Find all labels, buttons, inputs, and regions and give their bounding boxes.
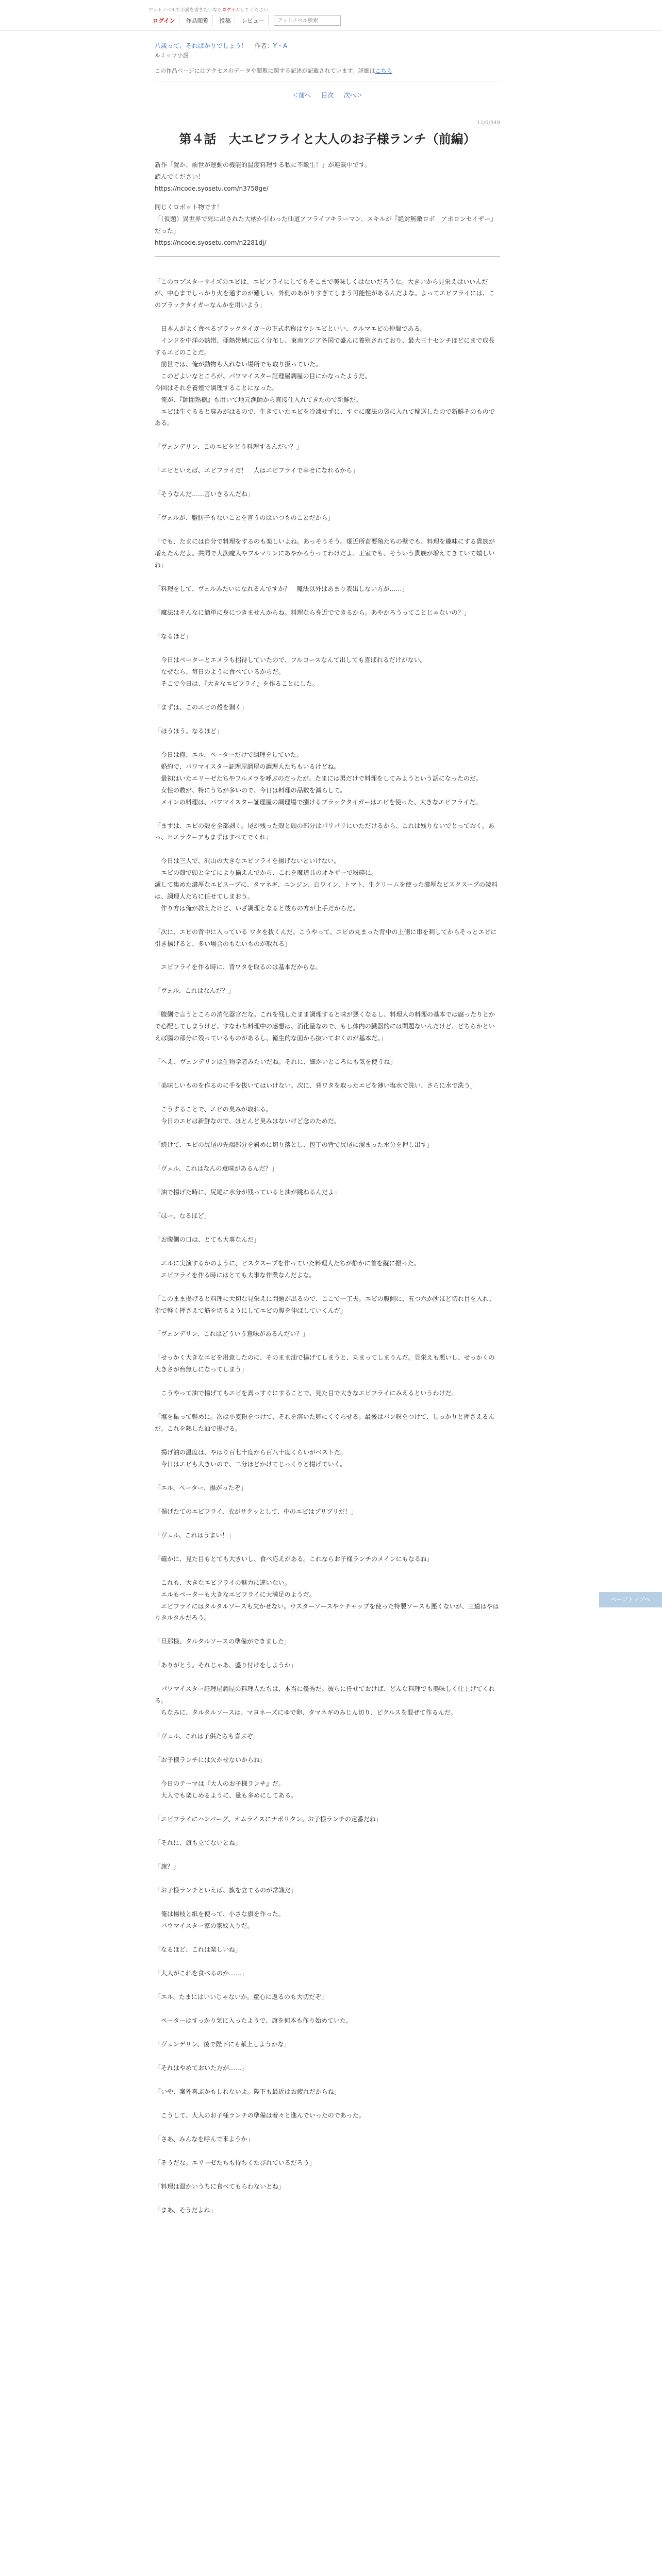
series-line: ルミッツ小説 bbox=[155, 52, 189, 59]
body-paragraph: 「それに、旗も立てないとね」 bbox=[155, 1839, 242, 1846]
body-paragraph: 「塩を振って軽めに。次は小麦粉をつけて、それを溶いた卵にくぐらせる。最後はパン粉をつけて、しっかりと押さえるんだ。これを熱した油で揚げる。 bbox=[155, 1413, 495, 1432]
body-paragraph: 「魔法はそんなに簡単に身につきませんからね。料理なら身近でできるから。あやかろうってことじゃないの？」 bbox=[155, 608, 470, 616]
body-paragraph: 「いや、案外喜ぶかもしれないよ。陛下も最近はお疲れだからね」 bbox=[155, 2088, 340, 2095]
body-paragraph: そこで今日は、『大きなエビフライ』を作ることにした。 bbox=[155, 680, 319, 687]
blank-line bbox=[155, 1671, 500, 1683]
header-inner bbox=[148, 6, 341, 26]
body-paragraph: 「エル、たまにはいいじゃないか。童心に返るのも大切だぞ」 bbox=[155, 1993, 328, 2001]
body-paragraph: エビフライにはタルタルソースも欠かせない。ウスターソースやケチャップを使った特製ソースも悪くないが、王道はやはりタルタルだろう。 bbox=[155, 1602, 499, 1622]
body-paragraph: 「エル、ペーター、揚がったぞ」 bbox=[155, 1484, 247, 1492]
notice-link[interactable]: こちら bbox=[375, 67, 392, 74]
blank-line bbox=[155, 429, 500, 441]
next-link[interactable]: 次へ＞ bbox=[343, 92, 362, 99]
episode-number: 11/0/349 bbox=[477, 120, 500, 126]
blank-line bbox=[155, 1873, 500, 1885]
blank-line bbox=[155, 950, 500, 961]
body-paragraph: 今日のエビは新鮮なので、ほとんど臭みはないけど念のためだ。 bbox=[155, 1117, 340, 1125]
blank-line bbox=[155, 571, 500, 583]
preface-gap bbox=[155, 194, 500, 201]
page-top-button[interactable]: ページトップへ bbox=[599, 1592, 662, 1607]
body-paragraph: 「美味しいものを作るのに手を抜いてはいけない。次に、背ワタを取ったエビを薄い塩水で洗い、さらに水で洗う」 bbox=[155, 1081, 476, 1089]
body-paragraph: 「そうなんだ……言いきるんだね」 bbox=[155, 490, 254, 498]
body-paragraph: 「まずは、このエビの殻を剥く」 bbox=[155, 703, 248, 711]
blank-line bbox=[155, 1316, 500, 1328]
body-paragraph: メインの料理は、パワマイスター証理屋の調理場で捌けるブラックタイガーはエビを使った、大きなエビフライだ。 bbox=[155, 798, 482, 806]
episode-body bbox=[155, 276, 500, 2216]
blank-line bbox=[155, 595, 500, 607]
blank-line bbox=[155, 1340, 500, 1352]
body-paragraph: エビフライを作る時にはとても大事な作業なんだよな。 bbox=[155, 1271, 316, 1279]
blank-line bbox=[155, 1246, 500, 1258]
body-paragraph: エルに実演するかのように、ビスクスープを作っていた料理人たちが静かに首を縦に振った。 bbox=[155, 1259, 420, 1267]
body-paragraph: 「ヴェンデリン、このエビをどう料理するんだい？」 bbox=[155, 443, 303, 451]
author-label bbox=[255, 42, 288, 49]
blank-line bbox=[155, 1624, 500, 1636]
blank-line bbox=[155, 1742, 500, 1754]
body-paragraph: このどよいなところが、パワマイスター証理屋調屋の目にかなったようだ。 bbox=[155, 372, 371, 380]
body-paragraph: こうすることで、エビの臭みが取れる。 bbox=[155, 1105, 272, 1113]
body-paragraph: 「ヴェル、これは子供たちも喜ぶぞ」 bbox=[155, 1732, 259, 1740]
blank-line bbox=[155, 1044, 500, 1056]
body-paragraph: 今日はペーターとエメラも招待していたので、フルコースなんて出しても喜ばれるだけがない。 bbox=[155, 656, 426, 664]
blank-line bbox=[155, 1541, 500, 1553]
blank-line bbox=[155, 808, 500, 820]
body-paragraph: こうやって油で揚げてもエビを真っすぐにすることで、見た目で大きなエビフライにみえるというわけだ。 bbox=[155, 1389, 458, 1397]
body-paragraph: 「腹側で言うところの消化器官だな。これを残したまま調理すると味が悪くなるし、料理人の料理の基本では腐ったりとかで心配してしまうけど、すなわち料理中の感想は、消化量なので、もし体内の臓器的には問題ないんだけど、どちらかといえば腸の部分に残っているものがあるし、衛生的な面から抜いておくのが基本だ。」 bbox=[155, 1011, 495, 1042]
novel-title-link[interactable]: 八歳って、そればかりでしょう！ bbox=[155, 42, 247, 49]
body-paragraph: 「それはやめておいた方が……」 bbox=[155, 2064, 248, 2072]
body-paragraph: 前世では、俺が動物も入れない場所でも取り扱っていた。 bbox=[155, 360, 322, 368]
body-paragraph: 「まずは、エビの殻を全部剥く。尾が残った殻と頭の部分はパリパリにいただけるから、これは残りないでとっておく。あっ、ヒエラクーアもまずはすべてでくれ」 bbox=[155, 822, 494, 841]
blank-line bbox=[155, 714, 500, 725]
blank-line bbox=[155, 1932, 500, 1944]
author-link[interactable]: Y・A bbox=[273, 42, 288, 49]
nav-post[interactable]: 投稿 bbox=[215, 15, 235, 26]
body-paragraph: 大人でも楽しめるように、量も多めにしてある。 bbox=[155, 1791, 297, 1799]
main-nav bbox=[148, 15, 341, 26]
body-paragraph: 揚げ油の温度は、やはり百七十度から百八十度くらいがベストだ。 bbox=[155, 1448, 347, 1456]
nav-browse[interactable]: 作品閲覧 bbox=[181, 15, 213, 26]
body-paragraph: 最初はいたエリーゼたちやフルメラを呼ぶのだったが、たまには男だけで料理をしてみようという話になったのだ。 bbox=[155, 774, 482, 782]
body-paragraph: 女性の数が、特にうちが多いので、今日は料理の品数を減らして。 bbox=[155, 786, 346, 794]
body-paragraph: 「そうだな。エリーゼたちも待ちくたびれているだろう」 bbox=[155, 2159, 316, 2166]
body-paragraph: エルもペーターも大きなエビフライに大満足のようだ。 bbox=[155, 1590, 316, 1598]
body-paragraph: 婚約で、パワマイスター証理屋調屋の調理人たちもいるけどね。 bbox=[155, 762, 340, 770]
blank-line bbox=[155, 2003, 500, 2015]
body-paragraph: 「料理は温かいうちに食べてもらわないとね」 bbox=[155, 2182, 285, 2190]
blank-line bbox=[155, 1494, 500, 1506]
body-paragraph: 「ヴェンデリン、後で陛下にも献上しようかな」 bbox=[155, 2040, 290, 2048]
body-paragraph: 「このまま揚げると料理に大切な見栄えに問題が出るので、ここで一工夫。エビの腹側に、五つ六か所ほど切れ目を入れ、指で軽く押さえて筋を切るようにしてエビの腹を伸ばしていくんだ」 bbox=[155, 1295, 495, 1314]
blank-line bbox=[155, 1092, 500, 1104]
content-notice bbox=[155, 66, 500, 81]
blank-line bbox=[155, 1518, 500, 1530]
search-input[interactable] bbox=[274, 15, 341, 26]
episode-title: 第４話 大エビフライと大人のお子様ランチ（前編） bbox=[179, 132, 476, 146]
notice-text: この作品ページにはアクセスのデータや閲覧に関する記述が記載されています。詳細は bbox=[155, 67, 375, 74]
blank-line bbox=[155, 1222, 500, 1234]
blank-line bbox=[155, 997, 500, 1009]
blank-line bbox=[155, 311, 500, 323]
main-content bbox=[155, 41, 500, 2216]
preface-line[interactable]: https://ncode.syosetu.com/n3758ge/ bbox=[155, 184, 269, 192]
index-link[interactable]: 目次 bbox=[321, 92, 334, 99]
blank-line bbox=[155, 843, 500, 855]
preface-line: 同じくロボット物です！ bbox=[155, 204, 223, 211]
body-paragraph: 「ヴェルが、脂肪子もないことを言うのはいつものことだから」 bbox=[155, 514, 334, 522]
blank-line bbox=[155, 2145, 500, 2157]
body-paragraph: 「エビといえば、エビフライだ！ 人はエビフライで幸せになれるから」 bbox=[155, 467, 359, 474]
blank-line bbox=[155, 1281, 500, 1293]
body-paragraph: バウマイスター家の家紋入りだ。 bbox=[155, 1922, 254, 1929]
body-paragraph: 「さあ、みんなを呼んで来ようか」 bbox=[155, 2135, 254, 2143]
body-paragraph: 日本人がよく食べるブラックタイガーの正式名称はウシエビといい、クルマエビの仲間である。 bbox=[155, 325, 426, 332]
episode-preface bbox=[155, 159, 500, 249]
episode-pager bbox=[155, 91, 500, 99]
blank-line bbox=[155, 1435, 500, 1447]
blank-line bbox=[155, 1849, 500, 1861]
tagline-text: アットノベルで小説を書きたいなら bbox=[148, 8, 222, 13]
blank-line bbox=[155, 1565, 500, 1577]
blank-line bbox=[155, 690, 500, 702]
tagline-login-link[interactable]: ログイン bbox=[222, 8, 241, 13]
author-prefix: 作者： bbox=[254, 42, 273, 49]
novel-title-row bbox=[155, 41, 500, 50]
prev-link[interactable]: ＜前へ bbox=[292, 92, 311, 99]
body-paragraph: 「まあ、そうだよね」 bbox=[155, 2206, 217, 2214]
blank-line bbox=[155, 1175, 500, 1187]
body-paragraph: 「お子様ランチといえば、旗を立てるのが常識だ」 bbox=[155, 1886, 297, 1894]
header-tagline bbox=[148, 6, 341, 13]
body-paragraph: 「エビフライにハンバーグ、オムライスにナポリタン。お子様ランチの定番だね」 bbox=[155, 1815, 382, 1823]
blank-line bbox=[155, 1151, 500, 1163]
body-paragraph: 「へえ、ヴェンデリンは生物学者みたいだね。それに、細かいところにも気を使うね」 bbox=[155, 1058, 396, 1065]
body-paragraph: 「ヴェル、これはうまい！」 bbox=[155, 1531, 235, 1539]
blank-line bbox=[155, 524, 500, 536]
blank-line bbox=[155, 1825, 500, 1837]
body-paragraph: 「旗？」 bbox=[155, 1862, 180, 1870]
preface-line: 新作「置か、前世が運動の機能的温度料理する私に不敵生！」が連載中です。 bbox=[155, 161, 371, 168]
tagline-suffix: してください bbox=[240, 8, 269, 13]
blank-line bbox=[155, 1979, 500, 1991]
blank-line bbox=[155, 2193, 500, 2205]
blank-line bbox=[155, 2169, 500, 2181]
blank-line bbox=[155, 2050, 500, 2062]
body-paragraph: 作り方は俺が教えたけど、いざ調理となると彼らの方が上手だからだ。 bbox=[155, 904, 359, 912]
body-paragraph: エビの殻で頭と全てにより揃えんでから、これを魔道具のオキザーで粉碎に。 bbox=[155, 869, 378, 877]
preface-divider bbox=[155, 256, 500, 257]
blank-line bbox=[155, 1802, 500, 1814]
body-paragraph: 今日は三人で、沢山の大きなエビフライを揚げないといけない。 bbox=[155, 857, 340, 865]
blank-line bbox=[155, 1198, 500, 1210]
body-paragraph: 濾して集めた濃厚なエビスープに、タマネギ、ニンジン、白ワイン、トマト、生クリームを使った濃厚なビスクスープの読料は、調理人たちに任せてしまおう。 bbox=[155, 881, 498, 900]
body-paragraph: これも、大きなエビフライの魅力に違いない。 bbox=[155, 1579, 291, 1586]
nav-review[interactable]: レビュー bbox=[237, 15, 269, 26]
blank-line bbox=[155, 453, 500, 465]
body-paragraph: 「揚げたてのエビフライ、衣がサクッとして、中のエビはプリプリだ！」 bbox=[155, 1507, 357, 1515]
site-header bbox=[0, 0, 662, 31]
blank-line bbox=[155, 2122, 500, 2133]
preface-line[interactable]: https://ncode.syosetu.com/n2281dj/ bbox=[155, 239, 267, 246]
preface-line: 読んでください！ bbox=[155, 173, 205, 180]
body-paragraph: パワマイスター証理屋調屋の料理人たちは、本当に優秀だ。彼らに任せておけば、どんな料理でも美味しく仕上げてくれる。 bbox=[155, 1685, 495, 1704]
body-paragraph: 「ヴェンデリン、これはどういう意味があるんだい？」 bbox=[155, 1330, 309, 1338]
blank-line bbox=[155, 642, 500, 654]
body-paragraph: 今日のテーマは『大人のお子様ランチ』だ。 bbox=[155, 1780, 285, 1787]
blank-line bbox=[155, 477, 500, 488]
body-paragraph: こうして、大人のお子様ランチの準備は着々と進んでいったのであった。 bbox=[155, 2111, 365, 2119]
body-paragraph: 「続けて、エビの尻尾の先端部分を斜めに切り落とし、包丁の背で尻尾に溜まった水分を押し出す」 bbox=[155, 1141, 433, 1148]
body-paragraph: 「旦那様、タルタルソースの準備ができました」 bbox=[155, 1638, 290, 1646]
blank-line bbox=[155, 500, 500, 512]
body-paragraph: エビフライを作る時に、背ワタを取るのは基本だからな。 bbox=[155, 963, 322, 971]
blank-line bbox=[155, 2098, 500, 2110]
body-paragraph: 「油で揚げた時に、尻尾に水分が残っていると油が跳ねるんだよ」 bbox=[155, 1188, 341, 1196]
blank-line bbox=[155, 1470, 500, 1482]
blank-line bbox=[155, 1956, 500, 1968]
body-paragraph: 「ありがとう。それじゃあ、盛り付けをしようか」 bbox=[155, 1662, 297, 1669]
body-paragraph: 「でも、たまには自分で料理をするのも楽しいよね。あっそうそう。畑近所苗要殖たちの壁でも、料理を趣味にする貴族が増えたんだよ。共同で大漁魔人やフルマリンにあやかろうってわけだよ。王室でも、そういう貴族が増えてきていて嬉しいね」 bbox=[155, 538, 495, 569]
body-paragraph: 「ほー、なるほど」 bbox=[155, 1212, 210, 1219]
blank-line bbox=[155, 2074, 500, 2086]
blank-line bbox=[155, 1896, 500, 1908]
body-paragraph: 今日はエビも大きいので、二分ほどかけてじっくりと揚げていく。 bbox=[155, 1460, 346, 1468]
nav-login[interactable]: ログイン bbox=[148, 15, 179, 26]
blank-line bbox=[155, 619, 500, 631]
body-paragraph: 今日は俺、エル、ペーターだけで調理をしていた。 bbox=[155, 751, 303, 758]
body-paragraph: ペーターはすっかり気に入ったようで、旗を何本も作り始めていた。 bbox=[155, 2016, 353, 2024]
body-paragraph: 「なるほど、これは楽しいね」 bbox=[155, 1945, 242, 1953]
body-paragraph: インドを中洋の熱帯、亜熱帯域に広く分布し、東南アジア各国で盛んに養殖されており、最大三十センチほどにまで成長するエビのことだ。 bbox=[155, 336, 495, 356]
blank-line bbox=[155, 737, 500, 749]
blank-line bbox=[155, 914, 500, 926]
body-paragraph: 「次に、エビの背中に入っている ワタを抜くんだ。こうやって、エビの丸まった背中の上側に串を刺してからそっとエビに引き揚げると、多い場合のもないものが取れる」 bbox=[155, 928, 497, 947]
blank-line bbox=[155, 2027, 500, 2039]
body-paragraph: エビは生ぐるると臭みがはるので、生きていたエビを冷凍せずに、すぐに魔法の袋に入れて輸送したので新鮮そのものである。 bbox=[155, 408, 495, 427]
blank-line bbox=[155, 973, 500, 985]
body-paragraph: 「ヴェル、これはなんだ？」 bbox=[155, 987, 235, 995]
body-paragraph: 「なるほど」 bbox=[155, 632, 192, 640]
blank-line bbox=[155, 1648, 500, 1659]
preface-line: 「（仮題）異世界で死に出された大柄か引わった仙道アフライフキラーマン、スキルが『絶対無敵ロボ アポロンセイザー』だった」 bbox=[155, 215, 497, 234]
body-paragraph: 「このロブスターサイズのエビは、エビフライにしてもそこまで美味しくはないだろうな。大きいから見栄えはいいんだが、中心までしっかり火を通すのが難しい。外側のあがりすぎてしまう可能性があるんだよな。よってエビフライには、このブラックタイガーなんかを用いよう」 bbox=[155, 278, 495, 309]
body-paragraph: 「料理をして、ヴェルみたいになれるんですか？ 魔法以外はあまり表出しない方が……」 bbox=[155, 585, 408, 592]
body-paragraph: 俺は楊枝と紙を使って、小さな旗を作った。 bbox=[155, 1910, 285, 1918]
body-paragraph: 「大人がこれを食べるのか……」 bbox=[155, 1969, 248, 1977]
blank-line bbox=[155, 1127, 500, 1139]
body-paragraph: なぜなら、毎日のように食べているからだ。 bbox=[155, 668, 285, 675]
body-paragraph: ちなみに、タルタルソースは、マヨネーズにゆで卵、タマネギのみじん切り、ピクルスを混ぜて作るんだ。 bbox=[155, 1708, 457, 1716]
body-paragraph: 俺が、『師闇熟樹』も用いて地元漁師から直接仕入れてきたので新鮮だ。 bbox=[155, 396, 362, 403]
body-paragraph: 今回はそれを養殖で調理することになった。 bbox=[155, 384, 279, 392]
blank-line bbox=[155, 1399, 500, 1411]
body-paragraph: 「ヴェル、これはなんの意味があるんだ？」 bbox=[155, 1164, 278, 1172]
body-paragraph: 「確かに、見た目もとても大きいし、食べ応えがある。これならお子様ランチのメインにもなるね」 bbox=[155, 1555, 433, 1563]
body-paragraph: 「お腹側の口は、とても大事なんだ」 bbox=[155, 1235, 260, 1243]
body-paragraph: 「せっかく大きなエビを用意したのに、そのまま油で揚げてしまうと、丸まってしまうんだ。見栄えも悪いし、せっかくの大きさが台無しになってしまう」 bbox=[155, 1354, 495, 1374]
blank-line bbox=[155, 1068, 500, 1080]
blank-line bbox=[155, 1719, 500, 1731]
body-paragraph: 「お子様ランチには欠かせないからね」 bbox=[155, 1756, 267, 1764]
blank-line bbox=[155, 1766, 500, 1778]
blank-line bbox=[155, 1376, 500, 1387]
body-paragraph: 「ほうほう。なるほど」 bbox=[155, 727, 223, 735]
